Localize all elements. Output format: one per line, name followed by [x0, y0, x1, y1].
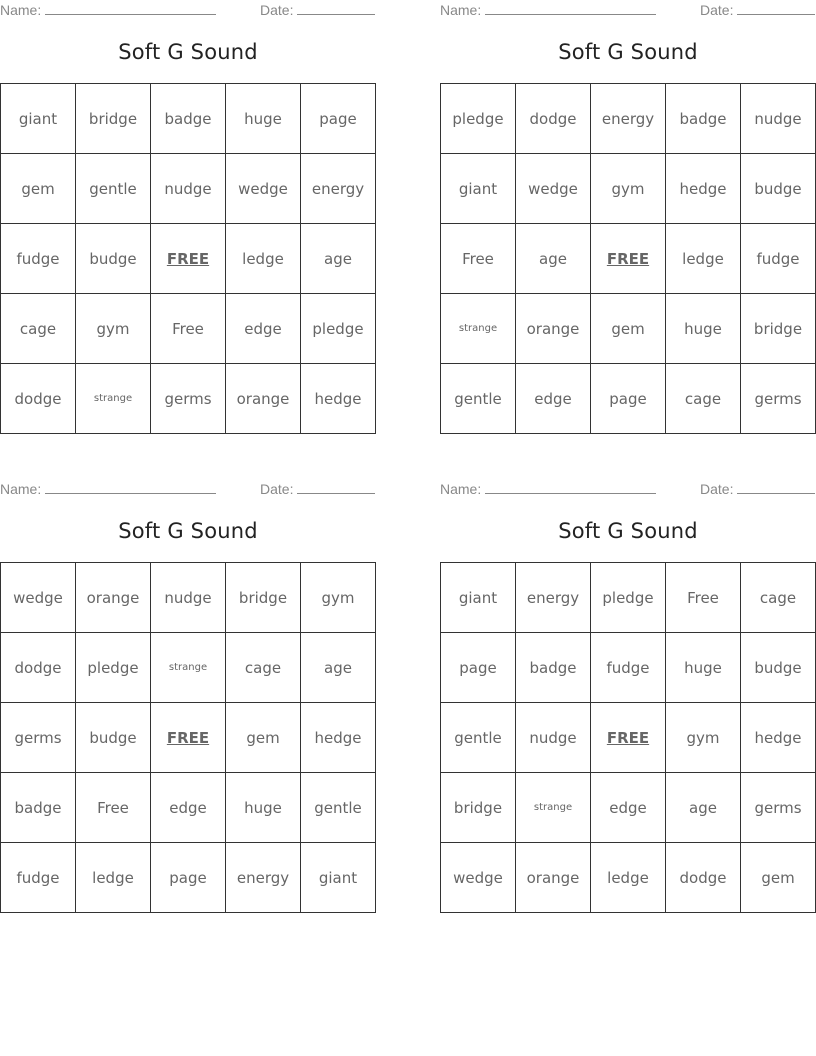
bingo-cell: ledge — [226, 224, 301, 294]
name-field — [0, 2, 216, 18]
bingo-cell: wedge — [226, 154, 301, 224]
bingo-cell: gym — [666, 703, 741, 773]
name-field — [440, 2, 656, 18]
bingo-grid — [440, 83, 816, 434]
bingo-row — [441, 563, 816, 633]
date-field — [700, 481, 815, 497]
bingo-cell: germs — [741, 773, 816, 843]
date-label: Date: — [700, 2, 734, 18]
bingo-cell: page — [151, 843, 226, 913]
bingo-cell: page — [301, 84, 376, 154]
bingo-cell: budge — [76, 224, 151, 294]
bingo-cell: fudge — [1, 224, 76, 294]
date-label: Date: — [260, 2, 294, 18]
bingo-cell: hedge — [301, 364, 376, 434]
bingo-cell: edge — [226, 294, 301, 364]
bingo-cell: pledge — [591, 563, 666, 633]
date-blank-line — [297, 481, 375, 494]
date-field — [260, 2, 375, 18]
name-label: Name: — [440, 481, 482, 497]
bingo-cell: age — [301, 224, 376, 294]
bingo-cell: giant — [1, 84, 76, 154]
card-title: Soft G Sound — [118, 40, 258, 64]
bingo-card — [0, 479, 376, 913]
bingo-cell: bridge — [76, 84, 151, 154]
bingo-cell: fudge — [741, 224, 816, 294]
date-blank-line — [737, 481, 815, 494]
bingo-cell: ledge — [666, 224, 741, 294]
bingo-cell: strange — [76, 364, 151, 434]
bingo-row — [441, 843, 816, 913]
bingo-cell: huge — [666, 633, 741, 703]
name-blank-line — [45, 481, 216, 494]
bingo-cell: orange — [516, 294, 591, 364]
date-field — [260, 481, 375, 497]
name-label: Name: — [440, 2, 482, 18]
bingo-cell: page — [591, 364, 666, 434]
bingo-grid — [0, 83, 376, 434]
bingo-cell: Free — [76, 773, 151, 843]
bingo-cell: budge — [741, 633, 816, 703]
bingo-cell: fudge — [1, 843, 76, 913]
free-space-cell: FREE — [591, 703, 666, 773]
card-header — [440, 479, 816, 501]
bingo-row — [441, 154, 816, 224]
bingo-cell: strange — [441, 294, 516, 364]
bingo-row — [1, 633, 376, 703]
free-space-cell: FREE — [151, 224, 226, 294]
bingo-grid — [440, 562, 816, 913]
bingo-card — [0, 0, 376, 434]
date-blank-line — [737, 2, 815, 15]
bingo-cell: ledge — [76, 843, 151, 913]
bingo-cell: badge — [1, 773, 76, 843]
bingo-cell: dodge — [1, 364, 76, 434]
bingo-row — [441, 703, 816, 773]
bingo-cell: strange — [151, 633, 226, 703]
bingo-row — [441, 294, 816, 364]
bingo-cell: cage — [741, 563, 816, 633]
bingo-cell: energy — [301, 154, 376, 224]
bingo-cell: pledge — [441, 84, 516, 154]
bingo-cell: fudge — [591, 633, 666, 703]
bingo-cell: nudge — [741, 84, 816, 154]
bingo-cell: giant — [441, 154, 516, 224]
bingo-row — [1, 703, 376, 773]
bingo-cell: giant — [441, 563, 516, 633]
bingo-cell: edge — [516, 364, 591, 434]
bingo-cell: wedge — [441, 843, 516, 913]
card-header — [0, 479, 376, 501]
bingo-cell: pledge — [301, 294, 376, 364]
bingo-cell: bridge — [741, 294, 816, 364]
bingo-cell: energy — [226, 843, 301, 913]
bingo-cell: gem — [1, 154, 76, 224]
bingo-card — [440, 479, 816, 913]
bingo-cell: gentle — [301, 773, 376, 843]
bingo-cell: ledge — [591, 843, 666, 913]
name-blank-line — [45, 2, 216, 15]
name-label: Name: — [0, 481, 42, 497]
bingo-cell: Free — [441, 224, 516, 294]
bingo-cell: nudge — [516, 703, 591, 773]
bingo-cell: huge — [226, 773, 301, 843]
bingo-row — [1, 773, 376, 843]
bingo-cell: orange — [76, 563, 151, 633]
bingo-card — [440, 0, 816, 434]
bingo-cell: gem — [591, 294, 666, 364]
bingo-cell: gem — [741, 843, 816, 913]
free-space-cell: FREE — [591, 224, 666, 294]
name-field — [440, 481, 656, 497]
bingo-cell: badge — [516, 633, 591, 703]
bingo-cell: gentle — [441, 364, 516, 434]
bingo-cell: giant — [301, 843, 376, 913]
bingo-cell: hedge — [741, 703, 816, 773]
bingo-row — [1, 84, 376, 154]
bingo-row — [441, 364, 816, 434]
bingo-cell: gym — [76, 294, 151, 364]
card-title: Soft G Sound — [558, 40, 698, 64]
bingo-cell: germs — [1, 703, 76, 773]
bingo-cell: age — [301, 633, 376, 703]
bingo-cell: gym — [591, 154, 666, 224]
bingo-row — [1, 154, 376, 224]
bingo-cell: energy — [591, 84, 666, 154]
bingo-cell: dodge — [666, 843, 741, 913]
bingo-cell: bridge — [226, 563, 301, 633]
bingo-cell: badge — [666, 84, 741, 154]
bingo-cell: edge — [151, 773, 226, 843]
bingo-cell: gentle — [441, 703, 516, 773]
bingo-cell: gentle — [76, 154, 151, 224]
bingo-row — [441, 84, 816, 154]
date-blank-line — [297, 2, 375, 15]
bingo-row — [1, 563, 376, 633]
bingo-cell: Free — [151, 294, 226, 364]
free-space-cell: FREE — [151, 703, 226, 773]
bingo-cell: cage — [226, 633, 301, 703]
bingo-row — [441, 773, 816, 843]
bingo-grid — [0, 562, 376, 913]
bingo-cell: germs — [741, 364, 816, 434]
bingo-cell: hedge — [666, 154, 741, 224]
bingo-cell: age — [666, 773, 741, 843]
bingo-cell: gem — [226, 703, 301, 773]
bingo-cell: budge — [741, 154, 816, 224]
name-label: Name: — [0, 2, 42, 18]
bingo-cell: bridge — [441, 773, 516, 843]
bingo-cell: huge — [226, 84, 301, 154]
bingo-cell: cage — [1, 294, 76, 364]
bingo-cell: Free — [666, 563, 741, 633]
bingo-cell: gym — [301, 563, 376, 633]
date-field — [700, 2, 815, 18]
card-title: Soft G Sound — [118, 519, 258, 543]
bingo-row — [1, 364, 376, 434]
bingo-cell: wedge — [1, 563, 76, 633]
bingo-cell: cage — [666, 364, 741, 434]
bingo-cell: energy — [516, 563, 591, 633]
card-header — [0, 0, 376, 22]
bingo-cell: huge — [666, 294, 741, 364]
bingo-cell: orange — [516, 843, 591, 913]
bingo-cell: age — [516, 224, 591, 294]
date-label: Date: — [700, 481, 734, 497]
bingo-cell: orange — [226, 364, 301, 434]
bingo-cell: wedge — [516, 154, 591, 224]
name-blank-line — [485, 2, 656, 15]
bingo-row — [441, 224, 816, 294]
bingo-cell: dodge — [1, 633, 76, 703]
bingo-row — [1, 843, 376, 913]
bingo-cell: nudge — [151, 154, 226, 224]
bingo-row — [1, 224, 376, 294]
bingo-cell: badge — [151, 84, 226, 154]
name-field — [0, 481, 216, 497]
card-title: Soft G Sound — [558, 519, 698, 543]
bingo-row — [441, 633, 816, 703]
bingo-cell: germs — [151, 364, 226, 434]
date-label: Date: — [260, 481, 294, 497]
bingo-cell: budge — [76, 703, 151, 773]
card-header — [440, 0, 816, 22]
bingo-cell: nudge — [151, 563, 226, 633]
bingo-cell: strange — [516, 773, 591, 843]
name-blank-line — [485, 481, 656, 494]
bingo-cell: dodge — [516, 84, 591, 154]
bingo-cell: pledge — [76, 633, 151, 703]
bingo-cell: edge — [591, 773, 666, 843]
bingo-row — [1, 294, 376, 364]
bingo-cell: hedge — [301, 703, 376, 773]
bingo-cell: page — [441, 633, 516, 703]
